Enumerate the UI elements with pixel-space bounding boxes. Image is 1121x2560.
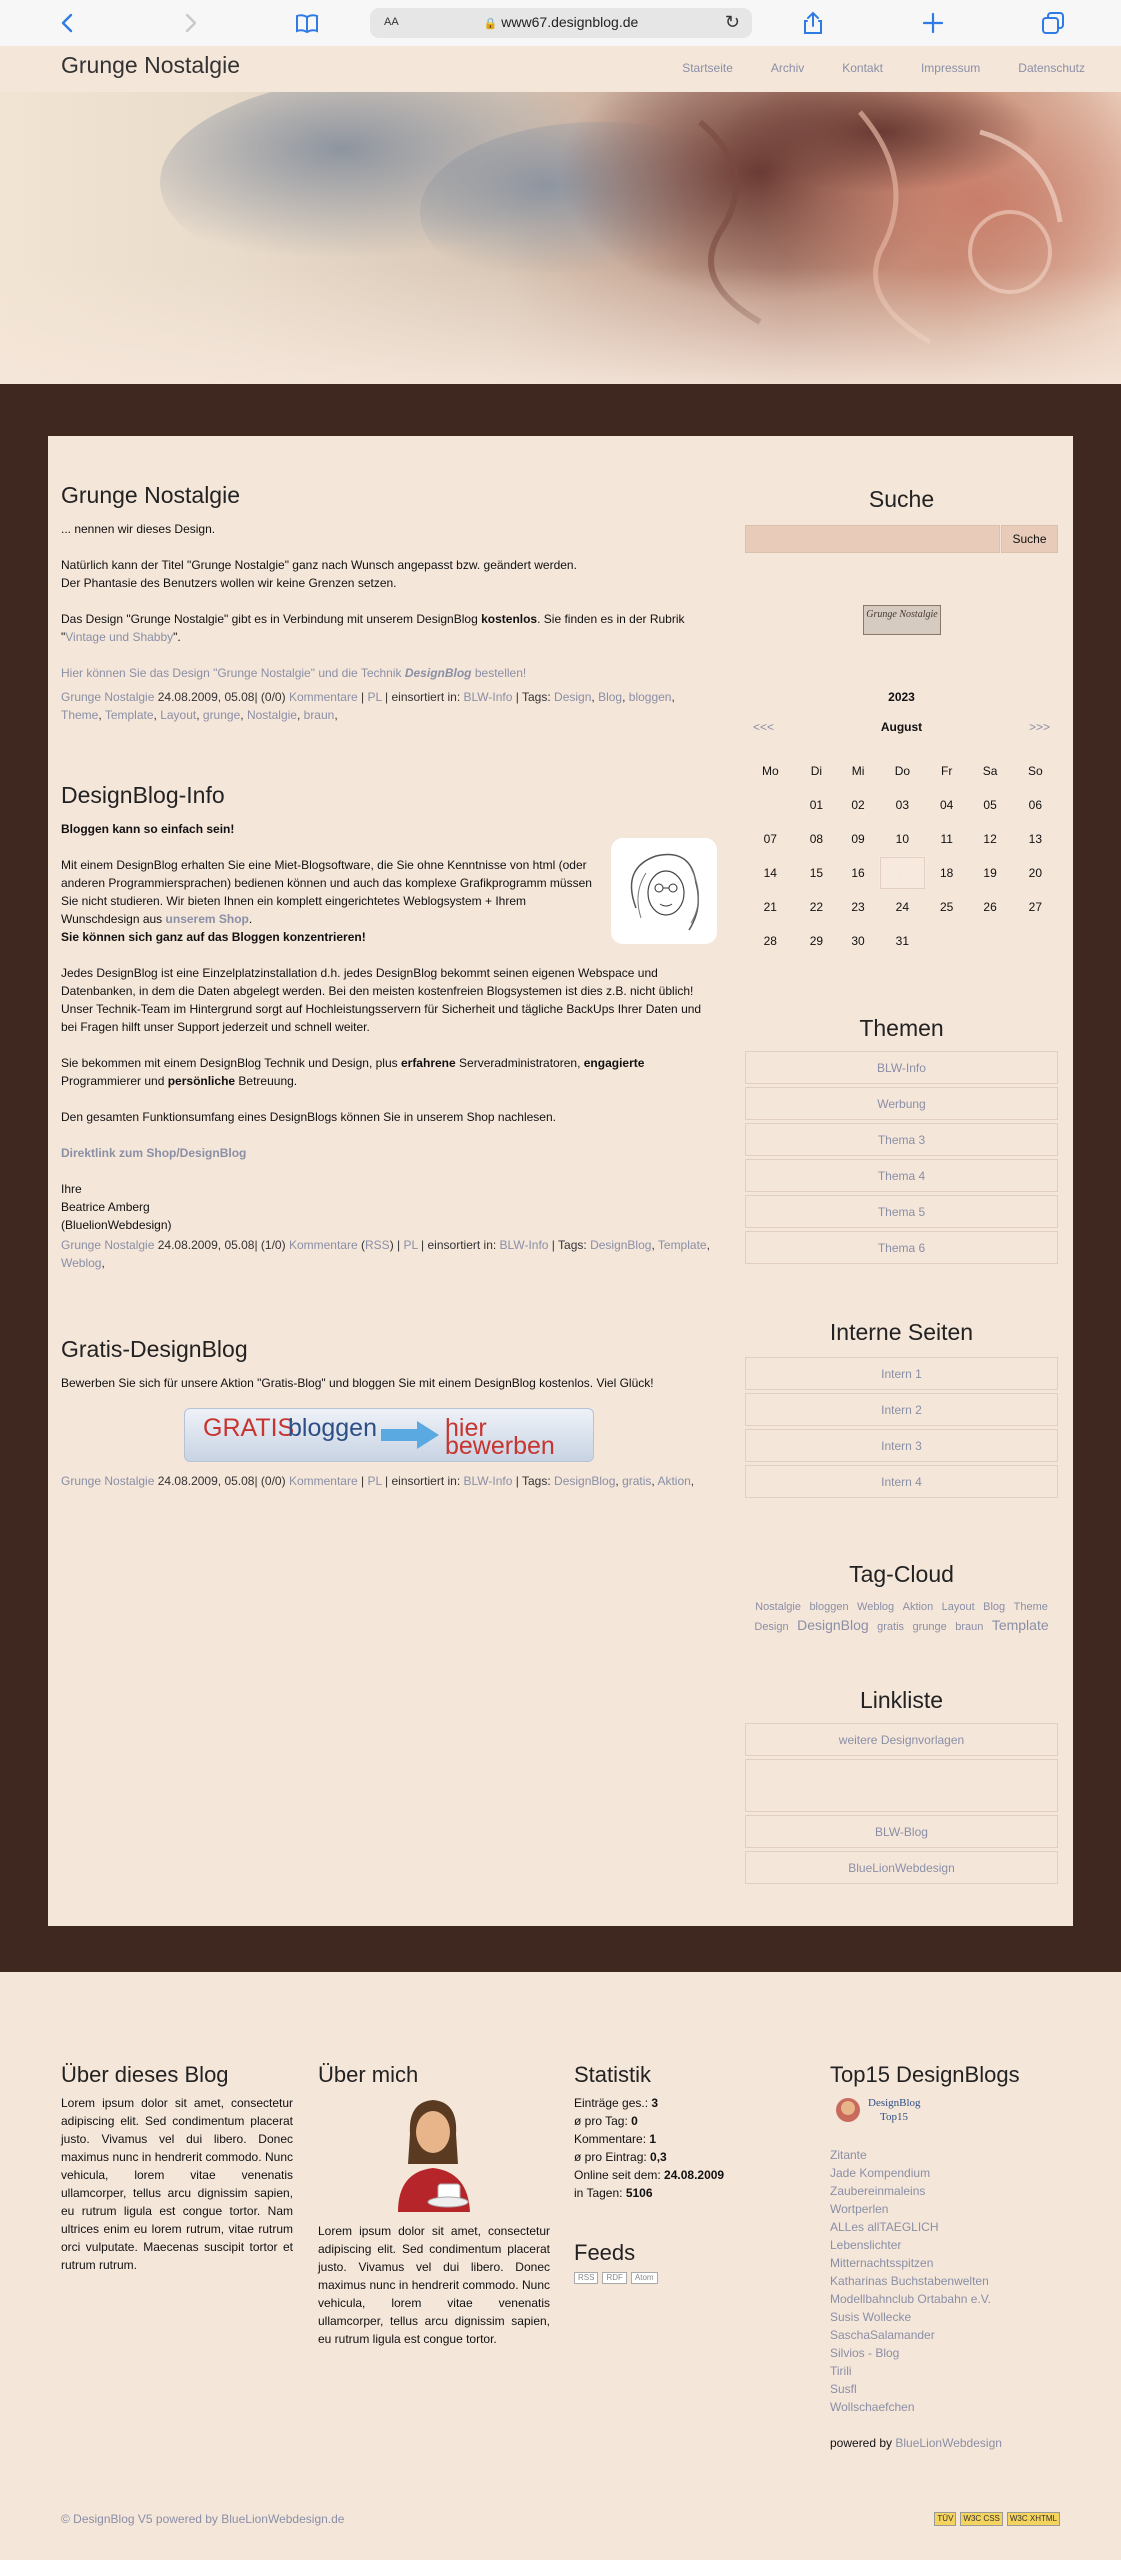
reload-icon[interactable]: ↻ <box>724 12 740 32</box>
post-title[interactable]: Gratis-DesignBlog <box>61 1336 248 1362</box>
validator-badge[interactable]: TÜV <box>934 2512 956 2526</box>
tag-cloud-link[interactable]: Theme <box>1013 1601 1048 1613</box>
stat-row: Kommentare: 1 <box>574 2132 657 2146</box>
calendar-day[interactable]: 10 <box>895 832 910 846</box>
site-title[interactable]: Grunge Nostalgie <box>61 52 240 78</box>
gratis-banner[interactable] <box>184 1408 594 1462</box>
calendar-prev[interactable]: <<< <box>753 720 775 734</box>
calendar-day[interactable]: 18 <box>939 866 954 880</box>
share-icon[interactable] <box>800 10 826 36</box>
calendar-weekday: So <box>1028 764 1043 778</box>
calendar-day[interactable]: 31 <box>895 934 910 948</box>
post-text: Den gesamten Funktionsumfang eines DesignBlogs können Sie in unserem Shop nachlesen. <box>61 1110 556 1124</box>
stat-row: Einträge ges.: 3 <box>574 2096 659 2110</box>
tag-link[interactable]: Layout <box>160 708 197 722</box>
tabs-icon[interactable] <box>1040 10 1066 36</box>
calendar-weekday: Mo <box>761 764 779 778</box>
intern-item[interactable]: Intern 3 <box>745 1429 1058 1462</box>
top15-link[interactable]: Silvios - Blog <box>830 2346 900 2360</box>
footer-about-title: Über dieses Blog <box>61 2062 229 2087</box>
top15-link[interactable]: Jade Kompendium <box>830 2166 931 2180</box>
top15-link[interactable]: Mitternachtsspitzen <box>830 2256 934 2270</box>
footer-feeds-title: Feeds <box>574 2240 636 2265</box>
top15-link[interactable]: Tirili <box>830 2364 852 2378</box>
tag-link[interactable]: Blog <box>598 690 623 704</box>
rss-link[interactable]: RSS <box>365 1238 390 1252</box>
footer-top15 <box>830 2062 1062 2452</box>
shop-link[interactable]: unserem Shop <box>165 912 249 926</box>
footer-stats-title: Statistik <box>574 2062 652 2087</box>
post-meta: Grunge Nostalgie 24.08.2009, 05.08| (0/0) Kommentare | PL | einsortiert in: BLW-Info | Tags: DesignBlog, gratis, Aktion, <box>61 1474 695 1488</box>
calendar-day[interactable]: 25 <box>939 900 954 914</box>
permalink[interactable]: PL <box>367 1474 382 1488</box>
validator-badges <box>934 2512 1060 2526</box>
themen-title: Themen <box>859 1015 944 1041</box>
calendar-day[interactable]: 08 <box>809 832 824 846</box>
forward-icon[interactable] <box>177 10 203 36</box>
back-icon[interactable] <box>55 10 81 36</box>
lock-icon: 🔒 <box>483 18 498 30</box>
tag-cloud-link[interactable]: Design <box>754 1621 789 1633</box>
footer-me-title: Über mich <box>318 2062 419 2087</box>
calendar-grid <box>745 754 1058 958</box>
powered-by-link[interactable]: BlueLionWebdesign <box>895 2436 1002 2450</box>
footer-about-text: Lorem ipsum dolor sit amet, consectetur adipiscing elit. Sed condimentum placerat justo. Vivamus vel dui libero. Donec maximus nunc in hendrerit commodo. Nunc vehicula, lorem vitae venenatis ullamcorper, tellus arcu dignissim sapien, eu rutrum ligula est congue tortor. Nam ultrices enim eu lorem rutrum, vitae rutrum orci vulputate. Maecenas suscipit tortor et rutrum rutrum. <box>61 2096 293 2272</box>
blog-badge-image[interactable]: Grunge Nostalgie <box>863 605 941 635</box>
intern-title: Interne Seiten <box>829 1319 974 1345</box>
post-designblog-info <box>61 782 716 1272</box>
calendar-next[interactable]: >>> <box>1028 720 1050 734</box>
tag-link[interactable]: Nostalgie <box>246 708 297 722</box>
arrow-icon <box>381 1421 439 1454</box>
tag-cloud-link[interactable]: grunge <box>912 1621 947 1633</box>
calendar-day <box>926 924 968 958</box>
post-text: Bewerben Sie sich für unsere Aktion "Gratis-Blog" und bloggen Sie mit einem DesignBlog kostenlos. Viel Glück! <box>61 1376 654 1390</box>
category-link[interactable]: BLW-Info <box>463 1474 513 1488</box>
nav-archiv[interactable]: Archiv <box>770 61 805 75</box>
post-text: Jedes DesignBlog ist eine Einzelplatzinstallation d.h. jedes DesignBlog bekommt seinen eigenen Webspace und Datenbanken, in dem die Daten abgelegt werden. Bei den meisten kostenfreien Blogsystemen ist dies z.B. nicht üblich! Unser Technik-Team im Hintergrund sorgt auf Hochleistungsservern für Sicherheit und tägliche BackUps Ihrer Daten und bei Fragen hilft unser Support jederzeit und schnell weiter. <box>61 966 702 1034</box>
search-form <box>745 525 1058 553</box>
calendar-day[interactable]: 21 <box>763 900 777 914</box>
banner-bloggen-text: bloggen <box>288 1414 377 1442</box>
stat-value: 24.08.2009 <box>664 2168 725 2182</box>
feed-rdf-button[interactable]: RDF <box>602 2272 626 2284</box>
author-link[interactable]: Grunge Nostalgie <box>61 1474 155 1488</box>
calendar-weekday: Mi <box>851 764 865 778</box>
calendar <box>745 690 1058 958</box>
calendar-day[interactable]: 09 <box>851 832 865 846</box>
themen-item[interactable]: Thema 3 <box>745 1123 1058 1156</box>
stat-row: Online seit dem: 24.08.2009 <box>574 2168 725 2182</box>
top15-list <box>830 2146 1062 2416</box>
themen-item[interactable]: BLW-Info <box>745 1051 1058 1084</box>
footer-stats <box>574 2062 806 2284</box>
themen-list <box>745 1051 1058 1267</box>
themen-item[interactable]: Thema 5 <box>745 1195 1058 1228</box>
intern-list <box>745 1357 1058 1501</box>
tag-cloud-link[interactable]: Layout <box>941 1601 975 1613</box>
address-bar[interactable] <box>370 8 752 38</box>
linkliste-title: Linkliste <box>859 1687 944 1713</box>
linkliste-item[interactable]: weitere Designvorlagen <box>745 1723 1058 1756</box>
top15-link[interactable]: Zaubereinmaleins <box>830 2184 926 2198</box>
header-banner-image <box>0 92 1121 384</box>
calendar-day[interactable]: 13 <box>1028 832 1043 846</box>
top15-link[interactable]: Susis Wollecke <box>830 2310 912 2324</box>
top15-badge[interactable]: DesignBlog Top15 <box>830 2094 930 2132</box>
author-link[interactable]: Grunge Nostalgie <box>61 690 155 704</box>
calendar-day <box>1013 924 1058 958</box>
tag-link[interactable]: Template <box>657 1238 707 1252</box>
calendar-weekday: Fr <box>941 764 953 778</box>
url-text: www67.designblog.de <box>501 14 639 30</box>
validator-badge[interactable]: W3C XHTML <box>1007 2512 1060 2526</box>
footer-me-text: Lorem ipsum dolor sit amet, consectetur adipiscing elit. Sed condimentum placerat justo. Vivamus vel dui libero. Donec maximus nunc in hendrerit commodo. Nunc vehicula, lorem vitae venenatis ullamcorper, tellus arcu dignissim sapien, eu rutrum ligula est congue tortor. <box>318 2224 550 2346</box>
post-title[interactable]: Grunge Nostalgie <box>61 482 240 508</box>
category-link[interactable]: BLW-Info <box>463 690 513 704</box>
footer <box>0 1972 1121 2560</box>
stat-value: 5106 <box>625 2186 653 2200</box>
calendar-day[interactable]: 05 <box>983 798 997 812</box>
feeds-list <box>574 2272 806 2284</box>
footer-about <box>61 2062 293 2274</box>
calendar-weekday: Do <box>894 764 911 778</box>
calendar-day[interactable]: 07 <box>763 832 777 846</box>
tag-link[interactable]: gratis <box>622 1474 652 1488</box>
post-gratis-designblog <box>61 1336 716 1490</box>
calendar-day-today[interactable]: 17 <box>879 856 926 890</box>
tag-link[interactable]: DesignBlog <box>590 1238 652 1252</box>
tag-cloud-link[interactable]: Weblog <box>857 1601 895 1613</box>
calendar-day[interactable]: 16 <box>851 866 865 880</box>
permalink[interactable]: PL <box>403 1238 418 1252</box>
top15-link[interactable]: Susfl <box>830 2382 857 2396</box>
top15-link[interactable]: SaschaSalamander <box>830 2328 935 2342</box>
comments-link[interactable]: Kommentare <box>288 1238 358 1252</box>
post-text: Natürlich kann der Titel "Grunge Nostalgie" ganz nach Wunsch angepasst bzw. geändert werden. <box>61 558 577 572</box>
themen-item[interactable]: Thema 6 <box>745 1231 1058 1264</box>
stat-value: 0 <box>631 2114 638 2128</box>
category-link[interactable]: BLW-Info <box>499 1238 549 1252</box>
signature: Ihre Beatrice Amberg (BluelionWebdesign) <box>61 1182 172 1232</box>
rubrik-link[interactable]: Vintage und Shabby <box>65 630 174 644</box>
tag-cloud-link[interactable]: DesignBlog <box>797 1617 869 1633</box>
author-sketch-image <box>611 838 717 944</box>
tag-link[interactable]: Weblog <box>61 1256 102 1270</box>
calendar-day[interactable]: 28 <box>763 934 777 948</box>
shop-direct-link[interactable]: Direktlink zum Shop/DesignBlog <box>61 1146 247 1160</box>
footer-top15-title: Top15 DesignBlogs <box>830 2062 1020 2087</box>
tagcloud-title: Tag-Cloud <box>849 1561 954 1587</box>
post-meta: Grunge Nostalgie 24.08.2009, 05.08| (1/0) Kommentare (RSS) | PL | einsortiert in: BLW-Info | Tags: DesignBlog, Template, Weblog, <box>61 1238 710 1270</box>
comments-link[interactable]: Kommentare <box>288 1474 358 1488</box>
feed-rss-button[interactable]: RSS <box>574 2272 598 2284</box>
calendar-day[interactable]: 11 <box>940 832 953 846</box>
themen-item[interactable]: Thema 4 <box>745 1159 1058 1192</box>
tag-link[interactable]: Design <box>554 690 592 704</box>
nav-datenschutz[interactable]: Datenschutz <box>1018 61 1085 75</box>
linkliste-item[interactable]: BLW-Blog <box>745 1815 1058 1848</box>
main-nav <box>644 61 1085 75</box>
calendar-day[interactable]: 04 <box>939 798 954 812</box>
footer-me <box>318 2062 550 2348</box>
text-size-button[interactable]: AA <box>384 16 399 28</box>
calendar-day[interactable]: 23 <box>851 900 865 914</box>
post-title[interactable]: DesignBlog-Info <box>61 782 225 808</box>
tag-link[interactable]: DesignBlog <box>554 1474 616 1488</box>
tag-link[interactable]: grunge <box>202 708 241 722</box>
nav-kontakt[interactable]: Kontakt <box>842 61 883 75</box>
banner-gratis-text: GRATIS <box>203 1414 295 1442</box>
permalink[interactable]: PL <box>367 690 382 704</box>
comments-link[interactable]: Kommentare <box>288 690 358 704</box>
themen-item[interactable]: Werbung <box>745 1087 1058 1120</box>
tag-link[interactable]: Theme <box>61 708 99 722</box>
post-text: Der Phantasie des Benutzers wollen wir keine Grenzen setzen. <box>61 576 397 590</box>
top15-link[interactable]: Zitante <box>830 2148 867 2162</box>
stat-row: ø pro Tag: 0 <box>574 2114 638 2128</box>
calendar-day[interactable]: 22 <box>809 900 824 914</box>
author-link[interactable]: Grunge Nostalgie <box>61 1238 155 1252</box>
calendar-day[interactable]: 06 <box>1028 798 1043 812</box>
stat-row: ø pro Eintrag: 0,3 <box>574 2150 667 2164</box>
post-meta: Grunge Nostalgie 24.08.2009, 05.08| (0/0) Kommentare | PL | einsortiert in: BLW-Info | Tags: Design, Blog, bloggen, Theme, Template, Layout, grunge, Nostalgie, braun, <box>61 690 675 722</box>
calendar-day[interactable]: 19 <box>983 866 997 880</box>
linkliste-item[interactable] <box>745 1759 1058 1812</box>
stat-value: 1 <box>649 2132 657 2146</box>
link-list <box>745 1723 1058 1887</box>
avatar <box>388 2094 478 2214</box>
intern-item[interactable]: Intern 4 <box>745 1465 1058 1498</box>
search-button[interactable]: Suche <box>1001 525 1058 553</box>
stats-list <box>574 2094 806 2202</box>
top15-link[interactable]: Lebenslichter <box>830 2238 902 2252</box>
tag-cloud-link[interactable]: Template <box>991 1617 1049 1633</box>
calendar-weekday: Sa <box>982 764 998 778</box>
stat-value: 0,3 <box>650 2150 667 2164</box>
calendar-day[interactable]: 14 <box>763 866 777 880</box>
stat-row: in Tagen: 5106 <box>574 2186 653 2200</box>
calendar-day <box>967 924 1012 958</box>
top15-link[interactable]: Modellbahnclub Ortabahn e.V. <box>830 2292 992 2306</box>
search-title: Suche <box>868 486 935 512</box>
post-grunge-nostalgie <box>61 482 716 724</box>
tag-link[interactable]: bloggen <box>628 690 672 704</box>
calendar-month: August <box>880 720 923 734</box>
nav-impressum[interactable]: Impressum <box>920 61 981 75</box>
calendar-year: 2023 <box>888 690 915 704</box>
tag-cloud-link[interactable]: Nostalgie <box>755 1601 801 1613</box>
calendar-day[interactable]: 29 <box>809 934 824 948</box>
top15-link[interactable]: Wortperlen <box>830 2202 889 2216</box>
post-intro: ... nennen wir dieses Design. <box>61 522 216 536</box>
new-tab-icon[interactable] <box>920 10 946 36</box>
calendar-day[interactable]: 12 <box>983 832 997 846</box>
tag-cloud-link[interactable]: braun <box>955 1621 984 1633</box>
top15-link[interactable]: Wollschaefchen <box>830 2400 915 2414</box>
top15-link[interactable]: Katharinas Buchstabenwelten <box>830 2274 989 2288</box>
linkliste-item[interactable]: BlueLionWebdesign <box>745 1851 1058 1884</box>
calendar-day[interactable]: 01 <box>809 798 824 812</box>
tag-cloud-link[interactable]: gratis <box>877 1621 905 1633</box>
calendar-day[interactable]: 27 <box>1028 900 1043 914</box>
validator-badge[interactable]: W3C CSS <box>960 2512 1002 2526</box>
post-text: Mit einem DesignBlog erhalten Sie eine Miet-Blogsoftware, die Sie ohne Kenntnisse von html (oder anderen Programmiersprachen) bedienen können und auch das komplexe Grafikprogramm müssen Sie nicht studieren. Wir bieten Ihnen ein komplett eingerichtetes Weblogsystem + Ihrem Wunschdesign aus unserem Shop. Sie können sich ganz auf das Bloggen konzentrieren! <box>61 858 592 944</box>
order-link[interactable]: Hier können Sie das Design "Grunge Nostalgie" und die Technik DesignBlog bestellen! <box>61 666 527 680</box>
intern-item[interactable]: Intern 2 <box>745 1393 1058 1426</box>
banner-apply-text: hier bewerben <box>445 1414 555 1460</box>
calendar-day[interactable]: 20 <box>1028 866 1043 880</box>
post-text: Sie bekommen mit einem DesignBlog Technik und Design, plus erfahrene Serveradministratoren, engagierte Programmierer und persönliche Betreuung. <box>61 1056 645 1088</box>
search-input[interactable] <box>745 525 1000 553</box>
post-text: Das Design "Grunge Nostalgie" gibt es in Verbindung mit unserem DesignBlog kostenlos. Sie finden es in der Rubrik "Vintage und Shabby". <box>61 612 685 644</box>
calendar-day[interactable]: 15 <box>809 866 824 880</box>
site-header <box>0 46 1121 92</box>
tag-cloud-link[interactable]: Blog <box>983 1601 1006 1613</box>
calendar-day <box>745 788 796 822</box>
calendar-day[interactable]: 24 <box>895 900 910 914</box>
tag-link[interactable]: braun <box>303 708 335 722</box>
feed-atom-button[interactable]: Atom <box>631 2272 658 2284</box>
post-lead: Bloggen kann so einfach sein! <box>61 822 235 836</box>
stat-value: 3 <box>651 2096 659 2110</box>
tag-link[interactable]: Aktion <box>657 1474 691 1488</box>
browser-toolbar <box>0 0 1121 47</box>
calendar-weekday: Di <box>810 764 823 778</box>
calendar-day[interactable]: 30 <box>851 934 865 948</box>
intern-item[interactable]: Intern 1 <box>745 1357 1058 1390</box>
powered-by: powered by BlueLionWebdesign <box>830 2436 1002 2450</box>
calendar-day[interactable]: 02 <box>851 798 865 812</box>
tag-cloud-link[interactable]: Aktion <box>902 1601 934 1613</box>
bookmarks-icon[interactable] <box>294 10 320 36</box>
copyright: © DesignBlog V5 powered by BlueLionWebdesign.de <box>61 2512 345 2526</box>
tag-cloud <box>750 1597 1053 1636</box>
top15-link[interactable]: ALLes allTAEGLICH <box>830 2220 939 2234</box>
calendar-day[interactable]: 26 <box>983 900 997 914</box>
tag-link[interactable]: Template <box>104 708 154 722</box>
nav-startseite[interactable]: Startseite <box>682 61 733 75</box>
calendar-day[interactable]: 03 <box>895 798 910 812</box>
tag-cloud-link[interactable]: bloggen <box>809 1601 849 1613</box>
